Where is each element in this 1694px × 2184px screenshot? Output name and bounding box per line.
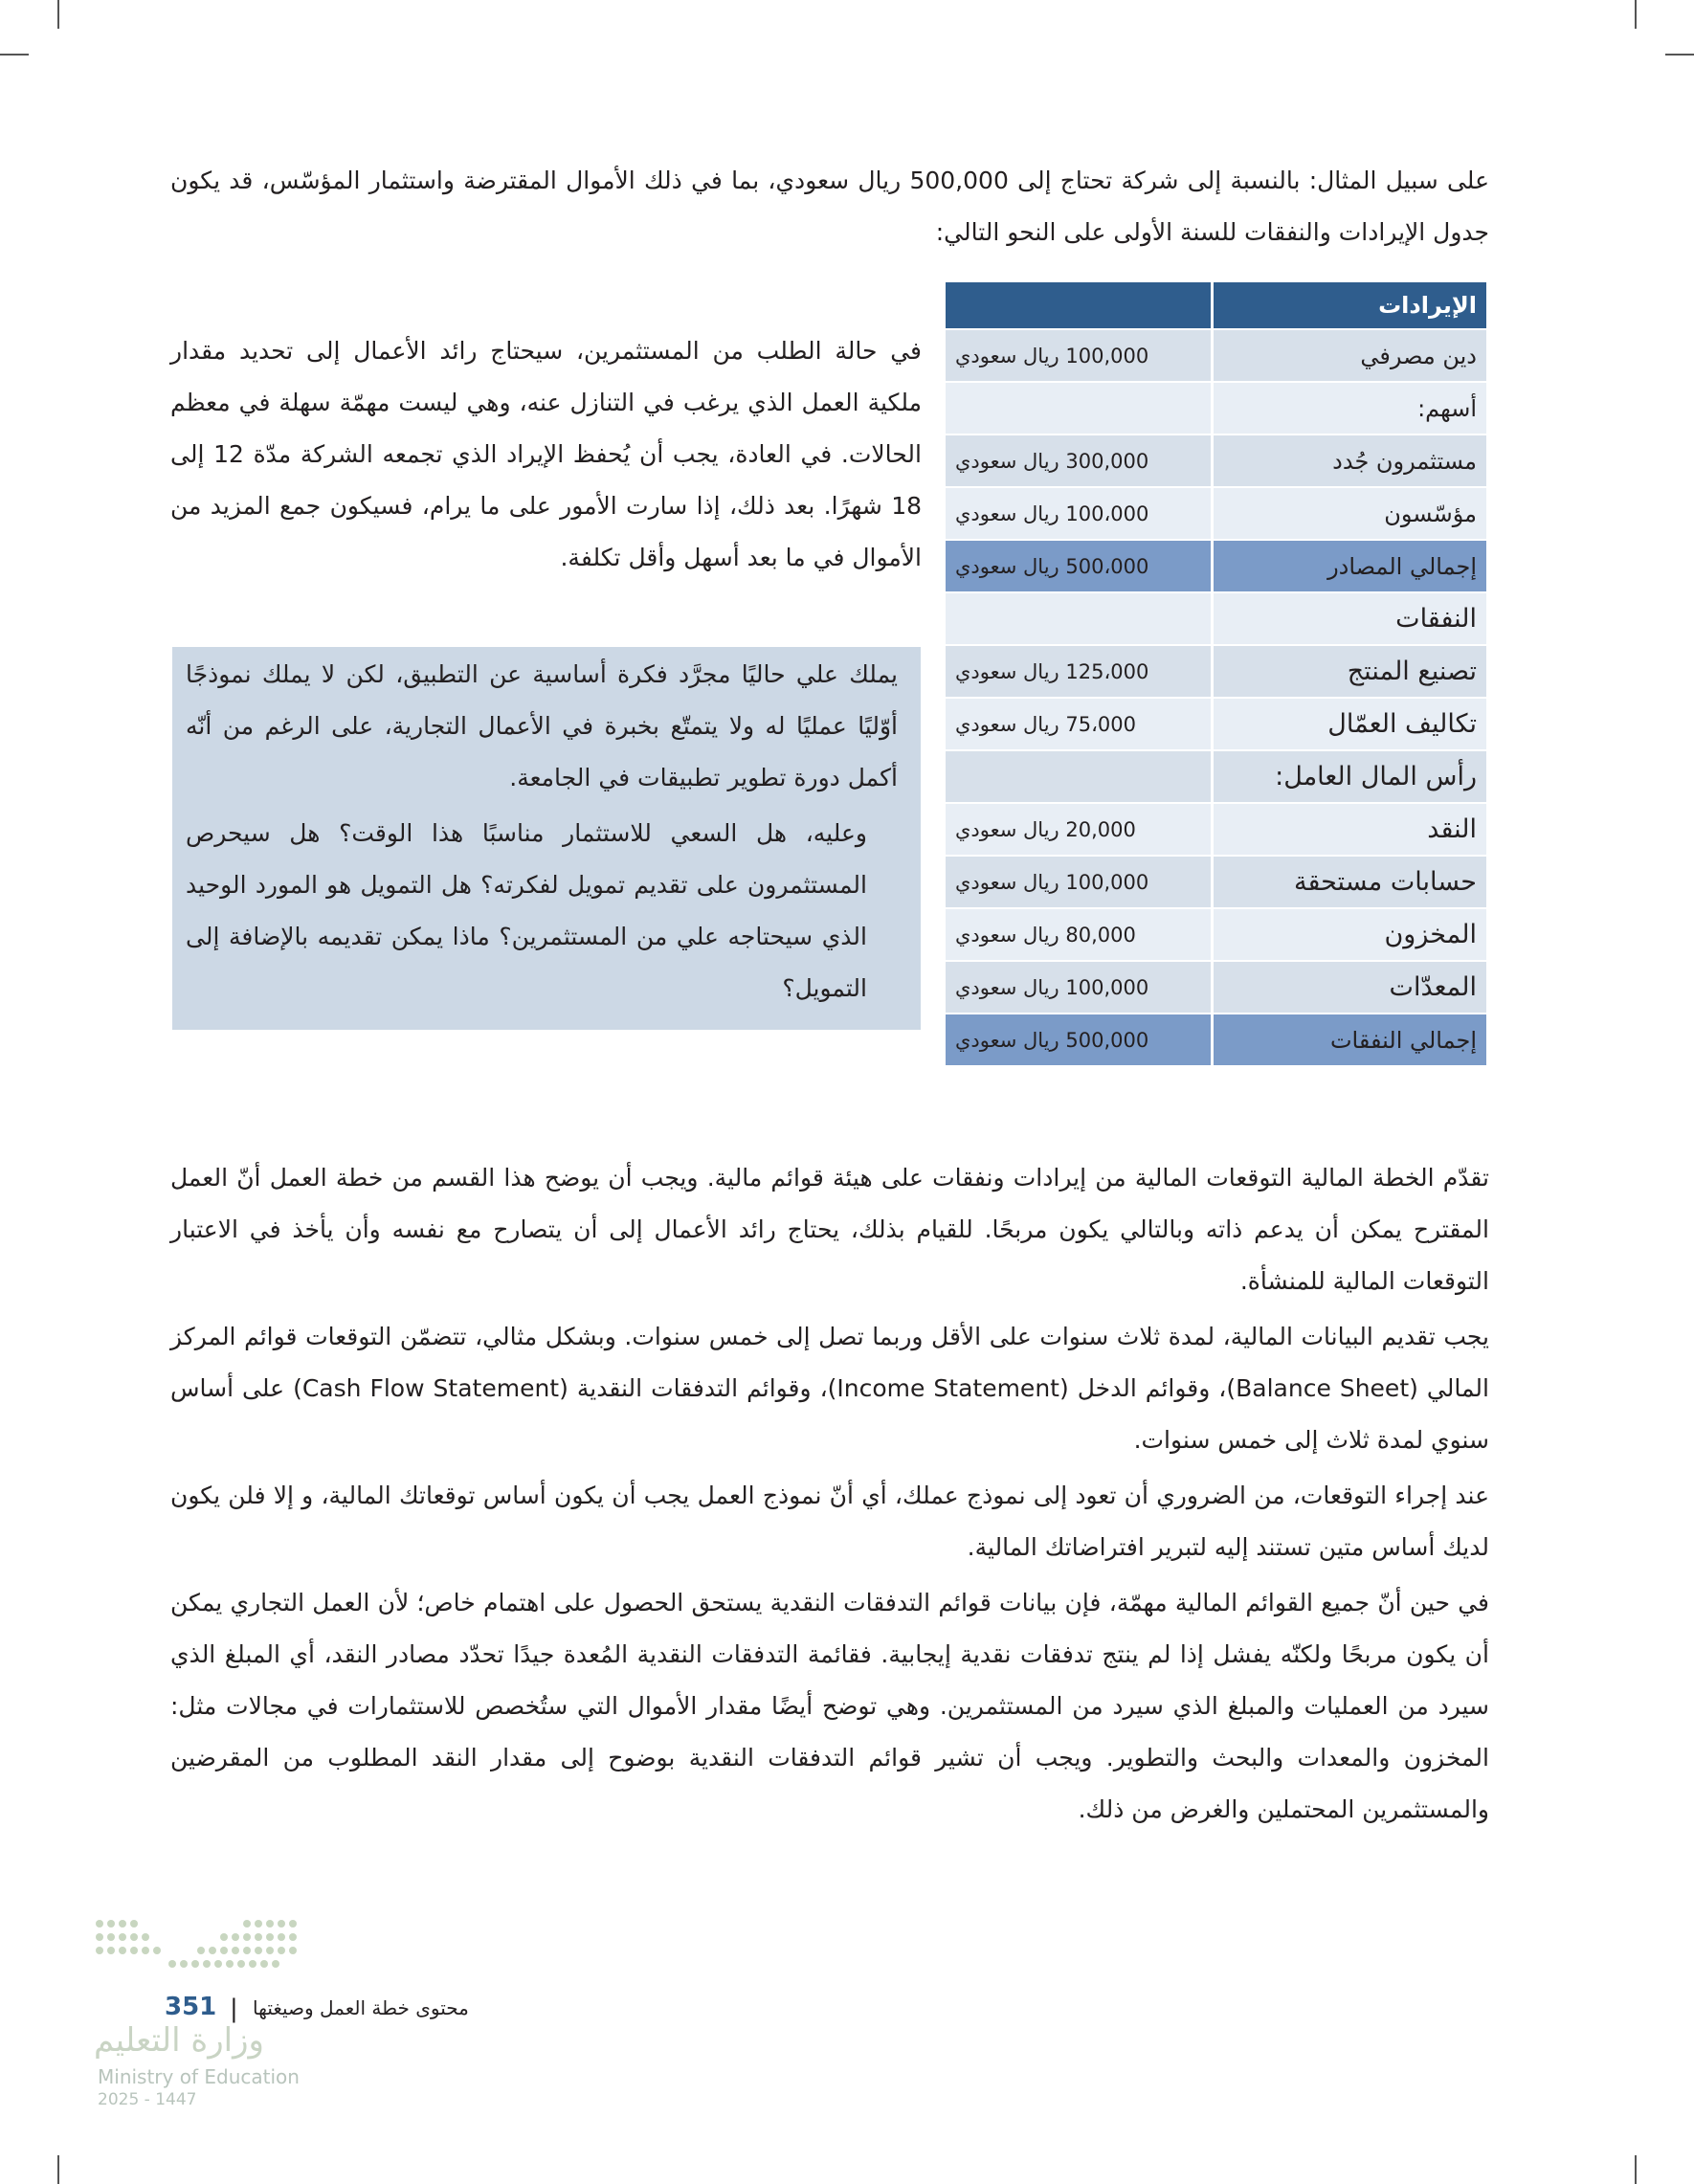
case-study-questions: وعليه، هل السعي للاستثمار مناسبًا هذا الوقت؟ هل سيحرص المستثمرون على تقديم تمويل لفكرته؟ هل التمويل هو المورد الوحيد الذي سيحتاجه علي من المستثمرين؟ ماذا يمكن تقديمه بالإضافة إلى التمويل؟ [186, 819, 867, 1002]
row-label: مؤسّسون [1212, 487, 1486, 540]
row-value: 125،000 ريال سعودي [945, 645, 1213, 698]
side-paragraph: في حالة الطلب من المستثمرين، سيحتاج رائد الأعمال إلى تحديد مقدار ملكية العمل الذي يرغب في التنازل عنه، وهي ليست مهمّة سهلة في معظم الحالات. في العادة، يجب أن يُحفظ الإيراد الذي تجمعه الشركة مدّة 12 إلى 18 شهرًا. بعد ذلك، إذا سارت الأمور على ما يرام، فسيكون جمع المزيد من الأموال في ما بعد أسهل وأقل تكلفة. [170, 337, 922, 571]
row-label: تكاليف العمّال [1212, 698, 1486, 750]
crop-mark [1665, 54, 1694, 56]
table-row [945, 487, 1487, 540]
crop-mark [57, 2155, 59, 2184]
ministry-logo-dots-icon [94, 1916, 306, 1993]
table-total-row [945, 1014, 1487, 1066]
row-label: إجمالي المصادر [1212, 540, 1486, 592]
row-value: 100,000 ريال سعودي [945, 961, 1213, 1014]
crop-mark [1635, 2155, 1637, 2184]
table-row [945, 803, 1487, 856]
row-label: إجمالي النفقات [1212, 1014, 1486, 1066]
table-row [945, 698, 1487, 750]
row-value: 500,000 ريال سعودي [945, 1014, 1213, 1066]
body-text [170, 1152, 1489, 1839]
row-value: 20,000 ريال سعودي [945, 803, 1213, 856]
revenue-expense-table [943, 282, 1486, 1067]
row-value: 300,000 ريال سعودي [945, 435, 1213, 487]
table-row [945, 961, 1487, 1014]
row-label: تصنيع المنتج [1212, 645, 1486, 698]
row-value: 80,000 ريال سعودي [945, 908, 1213, 961]
row-value: 100,000 ريال سعودي [945, 329, 1213, 382]
table-total-row [945, 540, 1487, 592]
case-study-box [172, 647, 921, 1030]
body-paragraph: تقدّم الخطة المالية التوقعات المالية من إيرادات ونفقات على هيئة قوائم مالية. ويجب أن يوضح هذا القسم من خطة العمل أنّ العمل المقترح يمكن أن يدعم ذاته وبالتالي يكون مربحًا. للقيام بذلك، يحتاج رائد الأعمال إلى أن يتصارح مع نفسه وأن يأخذ في الاعتبار التوقعات المالية للمنشأة. [170, 1164, 1489, 1295]
row-value [945, 750, 1213, 803]
edition-year: 2025 - 1447 [98, 2090, 197, 2109]
table-row [945, 435, 1487, 487]
table-header-row [945, 282, 1487, 329]
row-label: دين مصرفي [1212, 329, 1486, 382]
table-header: الإيرادات [1212, 282, 1486, 329]
row-value: 100,000 ريال سعودي [945, 856, 1213, 908]
crop-mark [57, 0, 59, 29]
footer-separator: | [230, 1995, 238, 2023]
case-study-text: يملك علي حاليًا مجرَّد فكرة أساسية عن التطبيق، لكن لا يملك نموذجًا أوّليًا عمليًا له ولا يتمتّع بخبرة في الأعمال التجارية، على الرغم من أنّه أكمل دورة تطوير تطبيقات في الجامعة. [186, 660, 898, 791]
row-label: المعدّات [1212, 961, 1486, 1014]
row-label: النفقات [1212, 592, 1486, 645]
intro-paragraph: على سبيل المثال: بالنسبة إلى شركة تحتاج إلى 500,000 ريال سعودي، بما في ذلك الأموال المقترضة واستثمار المؤسّس، قد يكون جدول الإيرادات والنفقات للسنة الأولى على النحو التالي: [170, 167, 1489, 246]
table-row [945, 750, 1487, 803]
row-value [945, 592, 1213, 645]
body-paragraph: في حين أنّ جميع القوائم المالية مهمّة، فإن بيانات قوائم التدفقات النقدية يستحق الحصول على اهتمام خاص؛ لأن العمل التجاري يمكن أن يكون مربحًا ولكنّه يفشل إذا لم ينتج تدفقات نقدية إيجابية. فقائمة التدفقات النقدية المُعدة جيدًا تحدّد مصادر النقد، أي المبلغ الذي سيرد من العمليات والمبلغ الذي سيرد من المستثمرين. وهي توضح أيضًا مقدار الأموال التي ستُخصص للاستثمارات في مجالات مثل: المخزون والمعدات والبحث والتطوير. ويجب أن تشير قوائم التدفقات النقدية بوضوح إلى مقدار النقد المطلوب من المقرضين والمستثمرين المحتملين والغرض من ذلك. [170, 1589, 1489, 1823]
ministry-name-english: Ministry of Education [98, 2065, 300, 2088]
row-label: أسهم: [1212, 382, 1486, 435]
table-row [945, 329, 1487, 382]
crop-mark [0, 54, 29, 56]
table-section-row [945, 592, 1487, 645]
crop-mark [1635, 0, 1637, 29]
row-label: المخزون [1212, 908, 1486, 961]
chapter-title: محتوى خطة العمل وصيغتها [253, 1996, 469, 2019]
row-value [945, 382, 1213, 435]
row-value: 500،000 ريال سعودي [945, 540, 1213, 592]
row-label: النقد [1212, 803, 1486, 856]
row-label: حسابات مستحقة [1212, 856, 1486, 908]
row-label: مستثمرون جُدد [1212, 435, 1486, 487]
row-label: رأس المال العامل: [1212, 750, 1486, 803]
body-paragraph: يجب تقديم البيانات المالية، لمدة ثلاث سنوات على الأقل وربما تصل إلى خمس سنوات. وبشكل مثالي، تتضمّن التوقعات قوائم المركز المالي (Balance Sheet)، وقوائم الدخل (Income Statement)، وقوائم التدفقات النقدية (Cash Flow Statement) على أساس سنوي لمدة ثلاث إلى خمس سنوات. [170, 1323, 1489, 1454]
table-row [945, 382, 1487, 435]
table-row [945, 856, 1487, 908]
row-value: 100،000 ريال سعودي [945, 487, 1213, 540]
body-paragraph: عند إجراء التوقعات، من الضروري أن تعود إلى نموذج عملك، أي أنّ نموذج العمل يجب أن يكون أساس توقعاتك المالية، و إلا فلن يكون لديك أساس متين تستند إليه لتبرير افتراضاتك المالية. [170, 1482, 1489, 1561]
page-number: 351 [165, 1993, 217, 2021]
table-header-empty [945, 282, 1213, 329]
table-row [945, 645, 1487, 698]
table-row [945, 908, 1487, 961]
row-value: 75،000 ريال سعودي [945, 698, 1213, 750]
ministry-name-arabic: وزارة التعليم [94, 2021, 264, 2060]
